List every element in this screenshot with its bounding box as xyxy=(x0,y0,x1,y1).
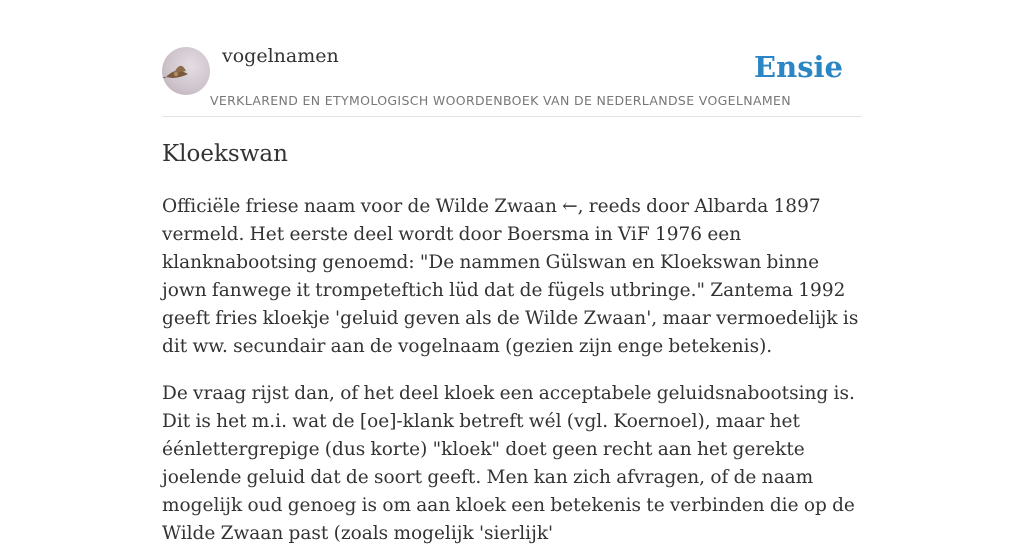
article-title: Kloekswan xyxy=(162,141,288,167)
article-paragraph-1: Officiële friese naam voor de Wilde Zwaan ←, reeds door Albarda 1897 vermeld. Het eerste deel wordt door Boersma in ViF 1976 een klanknabootsing genoemd: "De nammen Gülswan en Kloekswan binne jown fanwege it trompeteftich lüd dat de fügels utbringe." Zantema 1992 geeft fries kloekje 'geluid geven als de Wilde Zwaan', maar vermoedelijk is dit ww. secundair aan de vogelnaam (gezien zijn enge betekenis). xyxy=(162,196,859,357)
site-tagline: VERKLAREND EN ETYMOLOGISCH WOORDENBOEK VAN DE NEDERLANDSE VOGELNAMEN xyxy=(210,93,791,108)
article-paragraph-2: De vraag rijst dan, of het deel kloek een acceptabele geluidsnabootsing is. Dit is het m.i. wat de [oe]-klank betreft wél (vgl. Koernoel), maar het éénlettergrepige (dus korte) "kloek" doet geen recht aan het gerekte joelende geluid dat de soort geeft. Men kan zich afvragen, of de naam mogelijk oud genoeg is om aan kloek een betekenis te verbinden die op de Wilde Zwaan past (zoals mogelijk 'sierlijk' xyxy=(162,383,855,544)
bird-avatar-icon[interactable] xyxy=(162,47,210,95)
article-content xyxy=(162,136,862,548)
ensie-logo-link[interactable]: Ensie xyxy=(754,50,843,84)
bird-icon xyxy=(162,47,210,95)
site-header xyxy=(162,0,862,117)
site-name[interactable]: vogelnamen xyxy=(222,45,339,67)
